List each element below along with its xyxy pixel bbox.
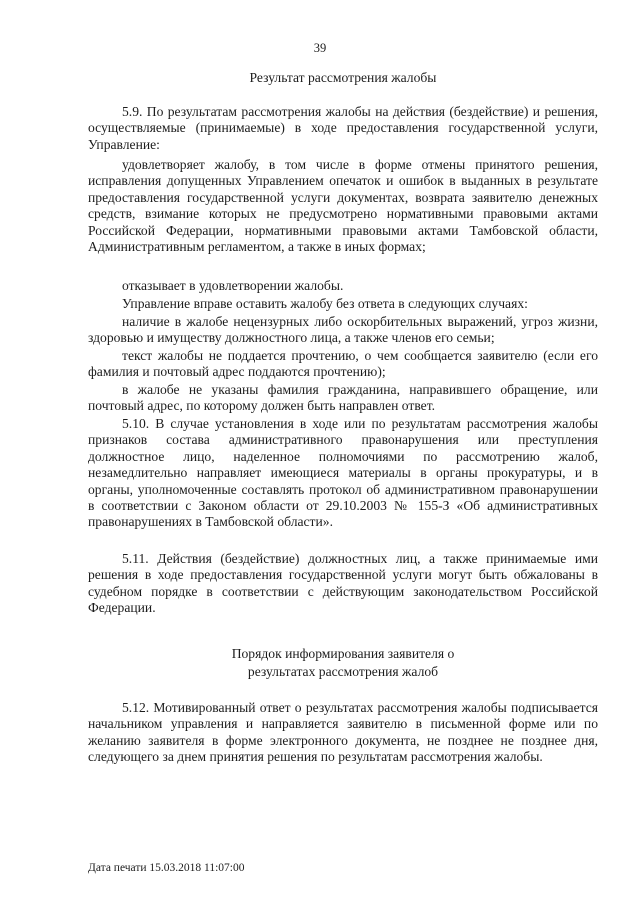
paragraph-5-9: 5.9. По результатам рассмотрения жалобы на действия (бездействие) и решения, осуществляемые (принимаемые) в ходе предоставления государственной услуги, Управление:: [88, 104, 598, 152]
paragraph-5-12: 5.12. Мотивированный ответ о результатах рассмотрения жалобы подписывается начальником управления и направляется заявителю в письменной форме или по желанию заявителя в форме электронного документа, не позднее не позднее дня, следующего за днем принятия решения по результатам рассмотрения жалобы.: [88, 700, 598, 765]
paragraph-obscene-language: наличие в жалобе нецензурных либо оскорбительных выражений, угроз жизни, здоровью и имуществу должностного лица, а также членов его семьи;: [88, 314, 598, 346]
paragraph-5-11: 5.11. Действия (бездействие) должностных лиц, а также принимаемые ими решения в ходе предоставления государственной услуги могут быть обжалованы в судебном порядке в соответствии с действующим законодательством Российской Федерации.: [88, 551, 598, 616]
paragraph-5-10: 5.10. В случае установления в ходе или по результатам рассмотрения жалобы признаков состава административного правонарушения или преступления должностное лицо, наделенное полномочиями по рассмотрению жалоб, незамедлительно направляет имеющиеся материалы в органы прокуратуры, и в органы, уполномоченные составлять протокол об административном правонарушении в соответствии с Законом области от 29.10.2003 № 155-З «Об административных правонарушениях в Тамбовской области».: [88, 416, 598, 530]
section-heading-inform-line-1: Порядок информирования заявителя о: [231, 646, 455, 661]
section-heading-result: Результат рассмотрения жалобы: [249, 70, 437, 85]
section-heading-inform-line-2: результатах рассмотрения жалоб: [247, 664, 439, 679]
print-date-footer: Дата печати 15.03.2018 11:07:00: [88, 862, 245, 874]
paragraph-unreadable-text: текст жалобы не поддается прочтению, о чем сообщается заявителю (если его фамилия и почтовый адрес поддаются прочтению);: [88, 348, 598, 380]
paragraph-may-leave-unanswered: Управление вправе оставить жалобу без ответа в следующих случаях:: [122, 296, 528, 311]
paragraph-no-name-address: в жалобе не указаны фамилия гражданина, направившего обращение, или почтовый адрес, по которому должен быть направлен ответ.: [88, 382, 598, 414]
paragraph-satisfies: удовлетворяет жалобу, в том числе в форме отмены принятого решения, исправления допущенных Управлением опечаток и ошибок в выданных в результате предоставления государственной услуги документах, возврата заявителю денежных средств, взимание которых не предусмотрено нормативными правовыми актами Российской Федерации, нормативными правовыми актами Тамбовской области, Административным регламентом, а также в иных формах;: [88, 157, 598, 255]
paragraph-refuses: отказывает в удовлетворении жалобы.: [122, 278, 344, 293]
page-number: 39: [313, 41, 327, 55]
